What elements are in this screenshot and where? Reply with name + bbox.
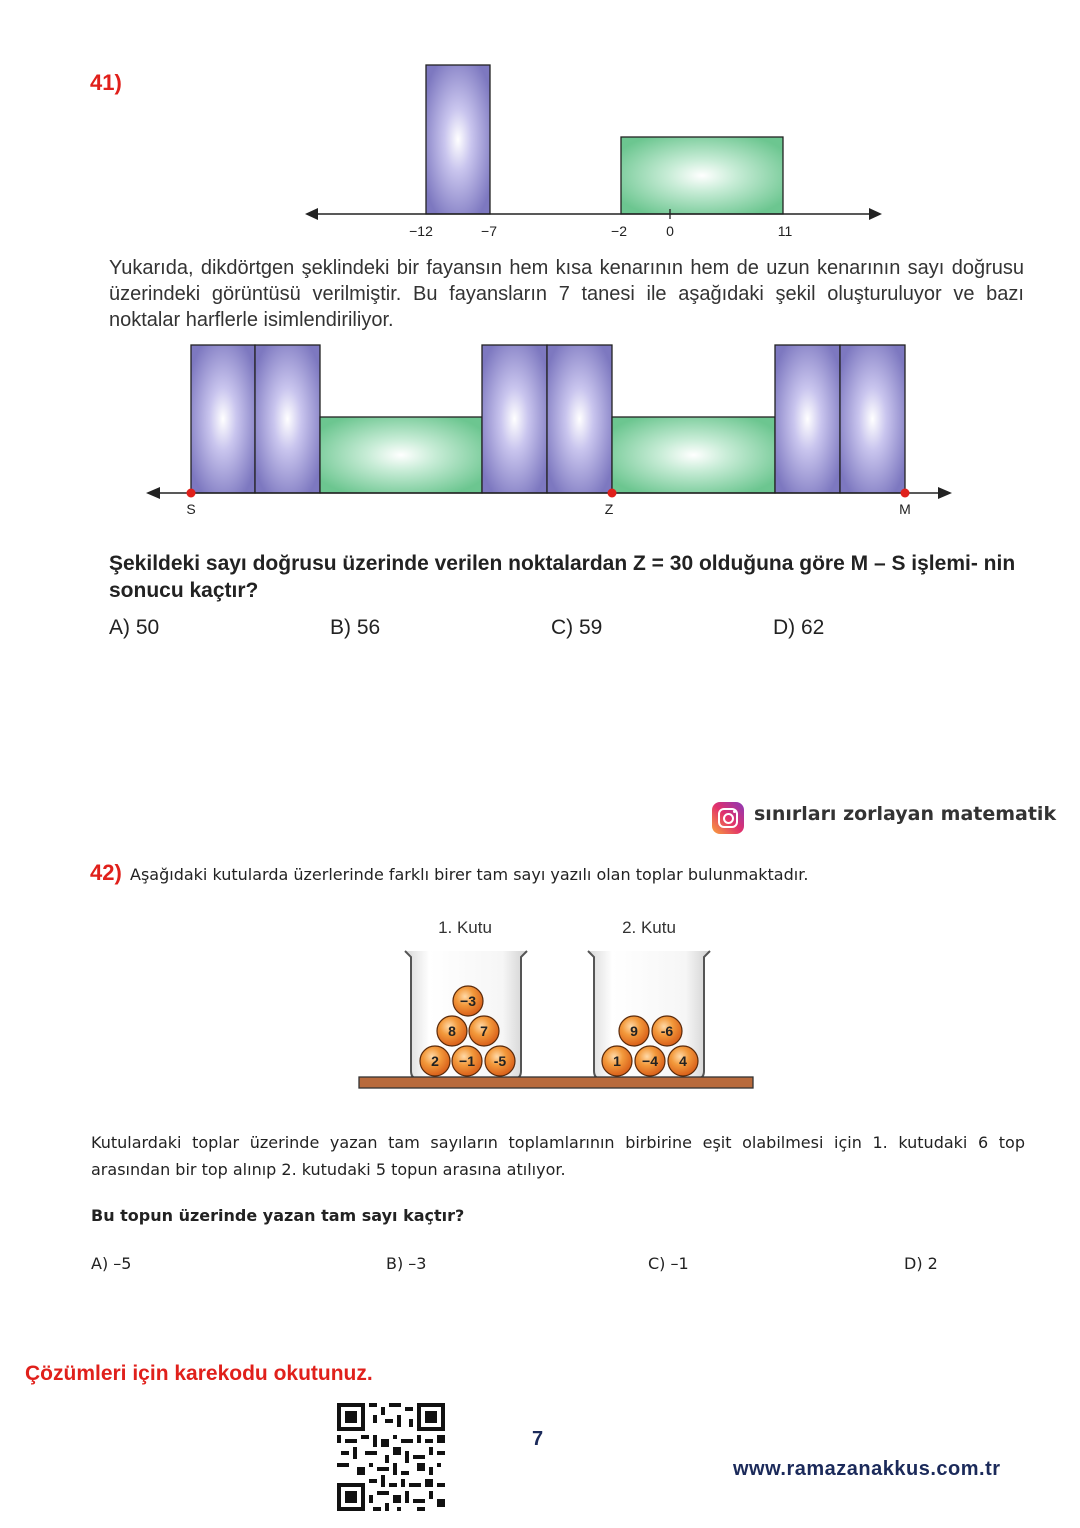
ball — [652, 1016, 682, 1046]
point-z — [608, 489, 617, 498]
ball — [602, 1046, 632, 1076]
tick-label: −7 — [481, 223, 497, 239]
instagram-handle: sınırları zorlayan matematik — [754, 803, 1057, 825]
ball — [635, 1046, 665, 1076]
choice-c[interactable]: C) –1 — [648, 1254, 689, 1273]
svg-text:9: 9 — [630, 1023, 638, 1039]
question-42-number: 42) — [90, 860, 122, 885]
green-tile — [612, 417, 775, 493]
svg-text:1: 1 — [613, 1053, 621, 1069]
ball-boxes-figure — [0, 905, 1080, 1105]
purple-tile — [255, 345, 320, 493]
ball — [452, 1046, 482, 1076]
point-s — [187, 489, 196, 498]
ball — [437, 1016, 467, 1046]
question-42-body: Kutulardaki toplar üzerinde yazan tam sayıların toplamlarının birbirine eşit olabilmesi için 1. kutudaki 6 top arasından bir top alınıp 2. kutudaki 5 topun arasına atılıyor. — [91, 1133, 1025, 1179]
table-shelf — [359, 1077, 753, 1088]
tile-dimension-figure — [0, 0, 1080, 250]
arrow-left-icon — [146, 487, 160, 499]
instagram-icon — [712, 802, 744, 834]
arrow-left-icon — [305, 208, 318, 220]
question-41-text: Şekildeki sayı doğrusu üzerinde verilen noktalardan Z = 30 olduğuna göre M – S işlemi- nin sonucu kaçtır? — [109, 552, 1016, 602]
purple-tile — [191, 345, 255, 493]
ball — [619, 1016, 649, 1046]
question-41-number: 41) — [90, 70, 122, 95]
box-1-label: 1. Kutu — [438, 918, 492, 937]
tile-short-side — [426, 65, 490, 214]
box-2-label: 2. Kutu — [622, 918, 676, 937]
arrow-right-icon — [869, 208, 882, 220]
point-m — [901, 489, 910, 498]
arrow-right-icon — [938, 487, 952, 499]
choice-b[interactable]: B) –3 — [386, 1254, 427, 1273]
tick-label: −2 — [611, 223, 627, 239]
point-label-m: M — [899, 501, 911, 517]
svg-text:2: 2 — [431, 1053, 439, 1069]
ball — [469, 1016, 499, 1046]
purple-tile — [775, 345, 840, 493]
svg-text:7: 7 — [480, 1023, 488, 1039]
green-tile — [320, 417, 482, 493]
svg-text:−4: −4 — [642, 1053, 658, 1069]
ball — [453, 986, 483, 1016]
choice-c[interactable]: C) 59 — [551, 616, 603, 639]
tick-label: −12 — [409, 223, 433, 239]
website-link[interactable]: www.ramazanakkus.com.tr — [733, 1458, 1001, 1480]
svg-text:−1: −1 — [459, 1053, 475, 1069]
choice-a[interactable]: A) –5 — [91, 1254, 132, 1273]
tick-label: 11 — [777, 223, 793, 239]
point-label-z: Z — [604, 501, 614, 517]
svg-text:-6: -6 — [660, 1023, 674, 1039]
page-number: 7 — [532, 1428, 544, 1450]
ball — [485, 1046, 515, 1076]
svg-text:−3: −3 — [460, 993, 476, 1009]
tile-long-side — [621, 137, 783, 214]
svg-text:-5: -5 — [493, 1053, 507, 1069]
svg-text:4: 4 — [679, 1053, 687, 1069]
solutions-note: Çözümleri için karekodu okutunuz. — [25, 1362, 373, 1385]
choice-b[interactable]: B) 56 — [330, 616, 381, 639]
choice-a[interactable]: A) 50 — [109, 616, 160, 639]
choice-d[interactable]: D) 2 — [904, 1254, 938, 1273]
qr-code-icon[interactable] — [337, 1403, 445, 1511]
purple-tile — [547, 345, 612, 493]
point-label-s: S — [186, 501, 196, 517]
tile-arrangement-figure — [0, 335, 1080, 525]
tick-label: 0 — [666, 223, 674, 239]
purple-tile — [840, 345, 905, 493]
choice-d[interactable]: D) 62 — [773, 616, 825, 639]
purple-tile — [482, 345, 547, 493]
ball — [420, 1046, 450, 1076]
question-42-intro: Aşağıdaki kutularda üzerlerinde farklı birer tam sayı yazılı olan toplar bulunmaktadır. — [130, 865, 809, 884]
question-42-text: Bu topun üzerinde yazan tam sayı kaçtır? — [91, 1206, 465, 1225]
question-41-intro: Yukarıda, dikdörtgen şeklindeki bir fayansın hem kısa kenarının hem de uzun kenarının sayı doğrusu üzerindeki görüntüsü verilmiştir. Bu fayansların 7 tanesi ile aşağıdaki şekil oluşturuluyor ve bazı noktalar harflerle isimlendiriliyor. — [109, 257, 1024, 331]
svg-text:8: 8 — [448, 1023, 456, 1039]
ball — [668, 1046, 698, 1076]
